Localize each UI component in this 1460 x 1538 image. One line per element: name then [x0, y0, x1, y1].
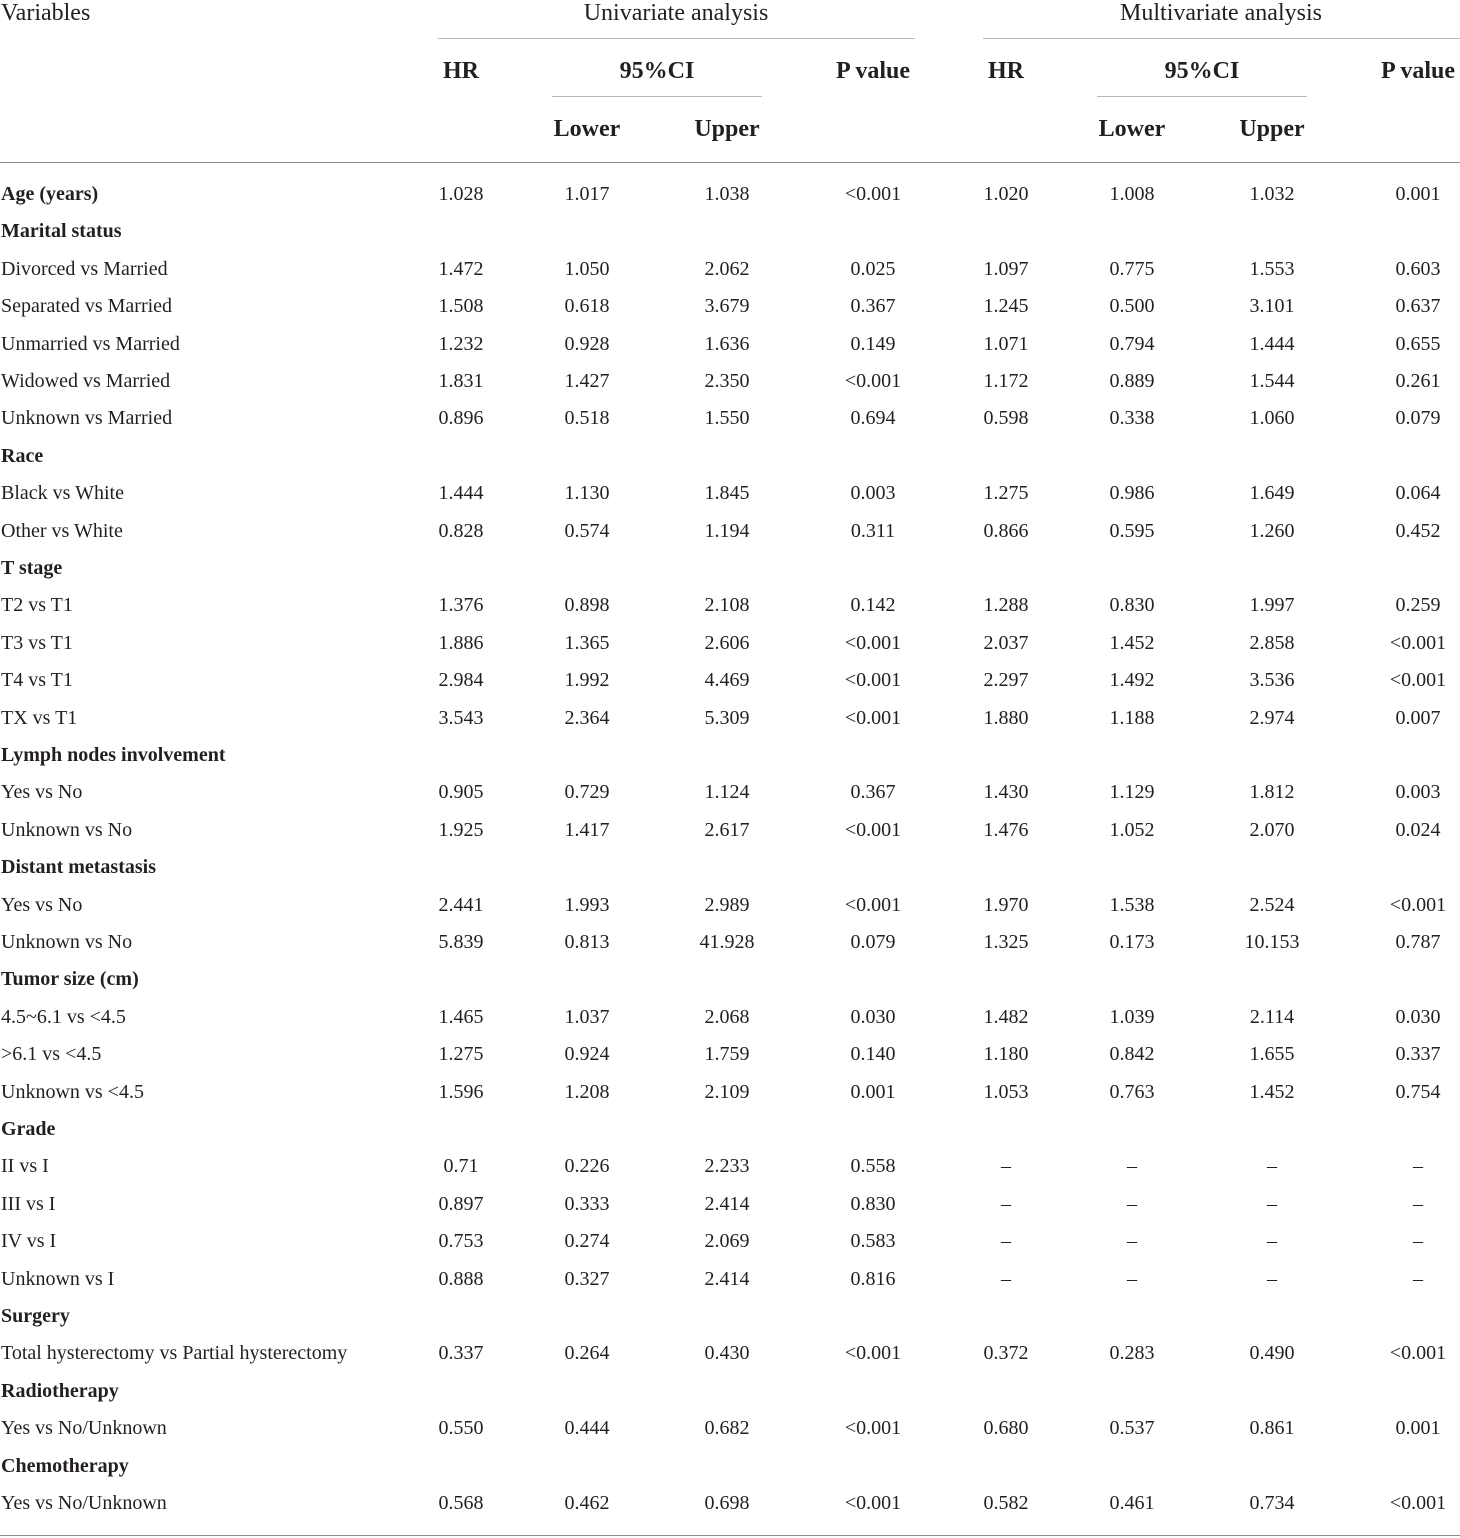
cell-multi-upper: –: [1267, 1267, 1277, 1290]
cell-uni-upper: 5.309: [704, 706, 750, 729]
cell-uni-hr: 0.905: [438, 781, 484, 804]
cell-uni-pvalue: <0.001: [844, 370, 902, 392]
section-label: Tumor size (cm): [1, 968, 139, 991]
cell-uni-upper: 2.068: [704, 1005, 750, 1028]
cell-multi-upper: 1.649: [1249, 482, 1295, 505]
cell-multi-hr: 1.172: [983, 370, 1029, 392]
row-label: TX vs T1: [1, 706, 78, 729]
cell-uni-upper: 1.636: [704, 332, 750, 355]
cell-multi-pvalue: 0.261: [1395, 370, 1441, 392]
table-row: [0, 1335, 1460, 1372]
cell-uni-pvalue: 0.583: [850, 1230, 896, 1253]
cell-uni-upper: 2.108: [704, 594, 750, 617]
cell-multi-hr: –: [1001, 1155, 1011, 1178]
cell-uni-hr: 5.839: [438, 931, 484, 953]
section-label: T stage: [1, 557, 63, 579]
cell-multi-hr: 1.288: [983, 594, 1029, 617]
cell-uni-pvalue: 0.003: [850, 482, 896, 505]
cell-multi-hr: 1.482: [983, 1005, 1029, 1028]
cell-uni-hr: 1.232: [438, 332, 484, 355]
section-row: [0, 737, 1460, 774]
cell-multi-pvalue: 0.637: [1395, 295, 1441, 318]
cell-multi-upper: 2.070: [1249, 818, 1295, 841]
cell-multi-upper: 0.734: [1249, 1492, 1295, 1514]
cell-multi-hr: 1.325: [983, 931, 1029, 953]
row-label: Yes vs No/Unknown: [1, 1492, 167, 1514]
cell-multi-lower: 0.537: [1109, 1417, 1155, 1440]
cell-multi-upper: 0.490: [1249, 1342, 1295, 1365]
cell-uni-lower: 0.574: [564, 519, 610, 542]
header-multi-pvalue: P value: [1380, 58, 1456, 84]
cell-multi-lower: 0.986: [1109, 482, 1155, 505]
table-row: [0, 288, 1460, 325]
cell-uni-upper: 2.606: [704, 631, 750, 654]
table-row: [0, 1186, 1460, 1223]
cell-multi-pvalue: 0.787: [1395, 931, 1441, 953]
cell-uni-hr: 2.984: [438, 669, 484, 692]
section-row: [0, 438, 1460, 475]
section-row: [0, 176, 1460, 213]
cell-multi-upper: 10.153: [1244, 931, 1300, 953]
cell-multi-hr: 1.097: [983, 257, 1029, 280]
cell-uni-pvalue: 0.816: [850, 1267, 896, 1290]
cell-uni-upper: 1.759: [704, 1043, 750, 1066]
section-label: Chemotherapy: [1, 1454, 129, 1477]
cell-uni-hr: 0.828: [438, 519, 484, 542]
cell-multi-hr: 2.037: [983, 631, 1029, 654]
cell-multi-hr: 0.372: [983, 1342, 1029, 1365]
cell-multi-upper: 1.812: [1249, 781, 1295, 804]
cell-multi-hr: 1.430: [983, 781, 1029, 804]
cell-uni-upper: 1.845: [704, 482, 750, 505]
cell-multi-pvalue: –: [1413, 1192, 1423, 1215]
cell-multi-hr: –: [1001, 1192, 1011, 1215]
cell-multi-pvalue: <0.001: [1389, 893, 1447, 916]
cell-uni-hr: 0.550: [438, 1417, 484, 1440]
cell-uni-hr: 0.888: [438, 1267, 484, 1290]
cell-uni-hr: 0.896: [438, 407, 484, 430]
header-multi-ci: 95%CI: [1164, 58, 1240, 84]
section-row: [0, 550, 1460, 587]
cell-multi-upper: 2.524: [1249, 893, 1295, 916]
cell-multi-hr: 1.275: [983, 482, 1029, 505]
section-label: Radiotherapy: [1, 1379, 119, 1402]
table-row: [0, 625, 1460, 662]
cell-multi-hr: 1.071: [983, 332, 1029, 355]
cell-multi-lower: 0.830: [1109, 594, 1155, 617]
section-row: [0, 1448, 1460, 1485]
cell-multi-pvalue: –: [1413, 1155, 1423, 1178]
cell-uni-hr: 1.925: [438, 818, 484, 841]
header-uni-lower: Lower: [553, 116, 621, 142]
cell-multi-upper: 2.858: [1249, 631, 1295, 654]
cell-multi-pvalue: 0.259: [1395, 594, 1441, 617]
cell-multi-pvalue: 0.337: [1395, 1043, 1441, 1066]
cell-multi-lower: 0.283: [1109, 1342, 1155, 1365]
section-label: Distant metastasis: [1, 856, 156, 879]
cell-multi-pvalue: 0.030: [1395, 1005, 1441, 1028]
cell-uni-pvalue: 0.311: [850, 519, 896, 542]
cell-uni-upper: 1.038: [704, 183, 750, 205]
cell-multi-hr: 0.866: [983, 519, 1029, 542]
cell-multi-lower: 0.763: [1109, 1080, 1155, 1103]
cell-uni-lower: 0.618: [564, 295, 610, 318]
cell-multi-pvalue: 0.003: [1395, 781, 1441, 804]
row-label: Yes vs No: [1, 893, 83, 916]
cell-uni-lower: 0.813: [564, 931, 610, 953]
cell-multi-lower: –: [1127, 1155, 1137, 1178]
cell-uni-lower: 1.037: [564, 1005, 610, 1028]
cell-uni-hr: 0.568: [438, 1492, 484, 1514]
cell-uni-pvalue: 0.001: [850, 1080, 896, 1103]
row-label: Unknown vs No: [1, 818, 133, 841]
cell-multi-hr: 0.582: [983, 1492, 1029, 1514]
section-row: [0, 1111, 1460, 1148]
row-label: II vs I: [1, 1155, 49, 1178]
cell-multi-hr: 0.598: [983, 407, 1029, 430]
cell-multi-pvalue: –: [1413, 1267, 1423, 1290]
cell-uni-pvalue: 0.149: [850, 332, 896, 355]
cell-uni-lower: 0.518: [564, 407, 610, 430]
cell-multi-pvalue: 0.064: [1395, 482, 1441, 505]
section-row: [0, 1298, 1460, 1335]
table-row: [0, 812, 1460, 849]
table-row: [0, 251, 1460, 288]
cell-uni-upper: 2.617: [704, 818, 750, 841]
cell-uni-upper: 2.989: [704, 893, 750, 916]
cell-multi-pvalue: <0.001: [1389, 631, 1447, 654]
header-uni-upper: Upper: [694, 116, 760, 142]
cell-uni-pvalue: <0.001: [844, 631, 902, 654]
section-label: Lymph nodes involvement: [1, 744, 226, 766]
cell-multi-upper: 2.114: [1249, 1005, 1295, 1028]
cell-multi-pvalue: <0.001: [1389, 669, 1447, 692]
section-label: Surgery: [1, 1305, 70, 1327]
uni-ci-rule: [552, 96, 762, 97]
cell-multi-lower: 0.461: [1109, 1492, 1155, 1514]
section-label: Age (years): [1, 183, 99, 205]
cell-uni-upper: 0.682: [704, 1417, 750, 1440]
row-label: Unknown vs <4.5: [1, 1080, 144, 1103]
section-label: Marital status: [1, 220, 122, 243]
cell-multi-pvalue: 0.001: [1395, 1417, 1441, 1440]
row-label: 4.5~6.1 vs <4.5: [1, 1005, 126, 1028]
cell-uni-hr: 1.508: [438, 295, 484, 318]
table-row: [0, 1485, 1460, 1522]
cell-uni-hr: 1.444: [438, 482, 484, 505]
cell-multi-pvalue: 0.452: [1395, 519, 1441, 542]
table-bottom-rule: [0, 1535, 1460, 1536]
cell-multi-hr: 1.020: [983, 183, 1029, 205]
cell-uni-upper: 2.233: [704, 1155, 750, 1178]
cell-multi-pvalue: 0.655: [1395, 332, 1441, 355]
header-multi-lower: Lower: [1098, 116, 1166, 142]
cell-uni-upper: 1.194: [704, 519, 750, 542]
section-row: [0, 213, 1460, 250]
row-label: T2 vs T1: [1, 594, 73, 617]
cell-uni-hr: 2.441: [438, 893, 484, 916]
cell-uni-pvalue: 0.030: [850, 1005, 896, 1028]
table-row: [0, 774, 1460, 811]
cell-uni-lower: 0.928: [564, 332, 610, 355]
table-row: [0, 513, 1460, 550]
cell-uni-upper: 2.414: [704, 1192, 750, 1215]
cell-multi-upper: 0.861: [1249, 1417, 1295, 1440]
cell-multi-pvalue: 0.754: [1395, 1080, 1441, 1103]
multivariate-rule: [983, 38, 1460, 39]
header-uni-ci: 95%CI: [619, 58, 695, 84]
cell-multi-upper: 1.997: [1249, 594, 1295, 617]
row-label: Yes vs No/Unknown: [1, 1417, 167, 1440]
cell-uni-hr: 1.028: [438, 183, 484, 205]
cell-uni-upper: 1.550: [704, 407, 750, 430]
row-label: Yes vs No: [1, 781, 83, 804]
cell-uni-pvalue: 0.367: [850, 781, 896, 804]
cell-multi-lower: 0.173: [1109, 931, 1155, 953]
table-row: [0, 587, 1460, 624]
header-uni-hr: HR: [443, 58, 479, 84]
cell-uni-lower: 0.898: [564, 594, 610, 617]
cell-multi-lower: 0.842: [1109, 1043, 1155, 1066]
cell-uni-hr: 1.376: [438, 594, 484, 617]
cell-uni-upper: 2.414: [704, 1267, 750, 1290]
cell-multi-lower: 1.538: [1109, 893, 1155, 916]
cell-multi-upper: 3.536: [1249, 669, 1295, 692]
cell-multi-lower: 1.039: [1109, 1005, 1155, 1028]
row-label: Unknown vs Married: [1, 407, 173, 430]
cell-multi-hr: 1.880: [983, 706, 1029, 729]
cell-multi-upper: 1.032: [1249, 183, 1295, 205]
cell-multi-upper: 1.544: [1249, 370, 1295, 392]
table-row: [0, 326, 1460, 363]
cell-uni-lower: 1.993: [564, 893, 610, 916]
table-row: [0, 1074, 1460, 1111]
cell-multi-lower: 1.129: [1109, 781, 1155, 804]
table-row: [0, 1036, 1460, 1073]
row-label: Divorced vs Married: [1, 257, 168, 280]
header-multivariate: Multivariate analysis: [1120, 0, 1322, 26]
cell-uni-upper: 0.698: [704, 1492, 750, 1514]
cell-uni-lower: 1.417: [564, 818, 610, 841]
cell-multi-pvalue: 0.007: [1395, 706, 1441, 729]
cell-multi-upper: –: [1267, 1192, 1277, 1215]
cell-multi-hr: –: [1001, 1267, 1011, 1290]
cell-uni-lower: 1.427: [564, 370, 610, 392]
section-label: Grade: [1, 1118, 56, 1140]
cell-multi-lower: –: [1127, 1230, 1137, 1253]
cell-uni-lower: 0.274: [564, 1230, 610, 1253]
cell-multi-upper: 1.260: [1249, 519, 1295, 542]
cell-multi-pvalue: 0.024: [1395, 818, 1441, 841]
cell-uni-upper: 1.124: [704, 781, 750, 804]
table-row: [0, 1148, 1460, 1185]
cell-uni-pvalue: <0.001: [844, 1342, 902, 1365]
cell-uni-lower: 0.729: [564, 781, 610, 804]
cell-uni-lower: 1.208: [564, 1080, 610, 1103]
cell-uni-upper: 41.928: [699, 931, 755, 953]
table-row: [0, 1410, 1460, 1447]
cell-uni-pvalue: 0.830: [850, 1192, 896, 1215]
cell-multi-upper: 2.974: [1249, 706, 1295, 729]
cell-uni-upper: 2.350: [704, 370, 750, 392]
row-label: Total hysterectomy vs Partial hysterectomy: [1, 1342, 348, 1365]
row-label: T3 vs T1: [1, 631, 73, 654]
cell-multi-lower: 1.452: [1109, 631, 1155, 654]
cell-uni-pvalue: 0.694: [850, 407, 896, 430]
table-row: [0, 662, 1460, 699]
cell-multi-pvalue: –: [1413, 1230, 1423, 1253]
cell-multi-lower: 0.889: [1109, 370, 1155, 392]
section-row: [0, 849, 1460, 886]
row-label: Widowed vs Married: [1, 370, 171, 392]
cell-uni-lower: 1.992: [564, 669, 610, 692]
cell-uni-pvalue: 0.558: [850, 1155, 896, 1178]
cell-multi-lower: 1.052: [1109, 818, 1155, 841]
cell-uni-lower: 1.017: [564, 183, 610, 205]
cell-multi-hr: 1.476: [983, 818, 1029, 841]
row-label: Separated vs Married: [1, 295, 173, 318]
cell-uni-pvalue: <0.001: [844, 706, 902, 729]
cell-uni-hr: 3.543: [438, 706, 484, 729]
cell-uni-hr: 1.596: [438, 1080, 484, 1103]
cell-multi-upper: –: [1267, 1230, 1277, 1253]
header-multi-hr: HR: [988, 58, 1024, 84]
cell-uni-pvalue: <0.001: [844, 183, 902, 205]
header-uni-pvalue: P value: [835, 58, 911, 84]
cell-uni-pvalue: 0.367: [850, 295, 896, 318]
cell-multi-pvalue: 0.603: [1395, 257, 1441, 280]
univariate-rule: [438, 38, 915, 39]
cell-multi-upper: 1.553: [1249, 257, 1295, 280]
section-row: [0, 961, 1460, 998]
cell-uni-pvalue: 0.079: [850, 931, 896, 953]
cell-multi-upper: 1.452: [1249, 1080, 1295, 1103]
cell-uni-pvalue: <0.001: [844, 893, 902, 916]
cell-uni-pvalue: <0.001: [844, 669, 902, 692]
cell-uni-upper: 4.469: [704, 669, 750, 692]
header-univariate: Univariate analysis: [583, 0, 769, 26]
cell-uni-upper: 0.430: [704, 1342, 750, 1365]
cell-uni-hr: 1.472: [438, 257, 484, 280]
cell-multi-hr: 1.180: [983, 1043, 1029, 1066]
row-label: III vs I: [1, 1192, 56, 1215]
cell-multi-pvalue: 0.001: [1395, 183, 1441, 205]
row-label: Black vs White: [1, 482, 124, 505]
header-bottom-rule: [0, 162, 1460, 163]
cell-multi-lower: 1.188: [1109, 706, 1155, 729]
cell-multi-lower: 0.775: [1109, 257, 1155, 280]
cell-uni-lower: 0.333: [564, 1192, 610, 1215]
cell-multi-lower: 1.492: [1109, 669, 1155, 692]
table-row: [0, 887, 1460, 924]
cell-multi-lower: 0.500: [1109, 295, 1155, 318]
cell-uni-lower: 0.327: [564, 1267, 610, 1290]
cell-uni-upper: 2.062: [704, 257, 750, 280]
table-row: [0, 1261, 1460, 1298]
cell-uni-pvalue: <0.001: [844, 1492, 902, 1514]
multi-ci-rule: [1097, 96, 1307, 97]
cell-multi-hr: 1.970: [983, 893, 1029, 916]
cell-multi-pvalue: <0.001: [1389, 1342, 1447, 1365]
header-variables: Variables: [1, 0, 91, 26]
row-label: Unmarried vs Married: [1, 332, 180, 355]
cell-uni-lower: 0.444: [564, 1417, 610, 1440]
cell-multi-hr: –: [1001, 1230, 1011, 1253]
table-row: [0, 924, 1460, 961]
cell-multi-lower: –: [1127, 1192, 1137, 1215]
cell-uni-lower: 0.462: [564, 1492, 610, 1514]
cell-multi-upper: 3.101: [1249, 295, 1295, 318]
row-label: Other vs White: [1, 519, 123, 542]
cell-multi-pvalue: <0.001: [1389, 1492, 1447, 1514]
cell-multi-hr: 1.245: [983, 295, 1029, 318]
cell-uni-pvalue: <0.001: [844, 818, 902, 841]
cell-multi-hr: 0.680: [983, 1417, 1029, 1440]
cell-multi-upper: –: [1267, 1155, 1277, 1178]
section-row: [0, 1373, 1460, 1410]
cell-multi-upper: 1.655: [1249, 1043, 1295, 1066]
header-multi-upper: Upper: [1239, 116, 1305, 142]
cell-multi-lower: –: [1127, 1267, 1137, 1290]
cell-uni-lower: 2.364: [564, 706, 610, 729]
cell-uni-hr: 1.831: [438, 370, 484, 392]
cell-uni-hr: 1.886: [438, 631, 484, 654]
table-row: [0, 363, 1460, 400]
cell-uni-hr: 0.753: [438, 1230, 484, 1253]
cell-uni-lower: 0.264: [564, 1342, 610, 1365]
cell-multi-upper: 1.444: [1249, 332, 1295, 355]
cell-uni-upper: 2.109: [704, 1080, 750, 1103]
row-label: Unknown vs I: [1, 1267, 115, 1290]
cell-uni-lower: 1.050: [564, 257, 610, 280]
cell-multi-lower: 0.338: [1109, 407, 1155, 430]
cell-uni-upper: 3.679: [704, 295, 750, 318]
section-label: Race: [1, 444, 44, 467]
cell-multi-upper: 1.060: [1249, 407, 1295, 430]
cell-uni-lower: 1.130: [564, 482, 610, 505]
cell-multi-hr: 1.053: [983, 1080, 1029, 1103]
cell-multi-pvalue: 0.079: [1395, 407, 1441, 430]
cell-uni-hr: 0.897: [438, 1192, 484, 1215]
row-label: T4 vs T1: [1, 669, 73, 692]
row-label: IV vs I: [1, 1230, 57, 1253]
cell-uni-pvalue: 0.142: [850, 594, 896, 617]
cell-uni-hr: 1.465: [438, 1005, 484, 1028]
cell-uni-hr: 0.71: [443, 1155, 479, 1178]
cell-uni-upper: 2.069: [704, 1230, 750, 1253]
cell-uni-pvalue: 0.140: [850, 1043, 896, 1066]
cell-uni-pvalue: <0.001: [844, 1417, 902, 1440]
cell-uni-pvalue: 0.025: [850, 257, 896, 280]
cell-uni-lower: 1.365: [564, 631, 610, 654]
table-row: [0, 475, 1460, 512]
cell-uni-hr: 0.337: [438, 1342, 484, 1365]
table-row: [0, 999, 1460, 1036]
row-label: Unknown vs No: [1, 931, 133, 953]
cell-uni-lower: 0.924: [564, 1043, 610, 1066]
cell-uni-lower: 0.226: [564, 1155, 610, 1178]
cell-multi-hr: 2.297: [983, 669, 1029, 692]
cell-multi-lower: 1.008: [1109, 183, 1155, 205]
cell-uni-hr: 1.275: [438, 1043, 484, 1066]
cell-multi-lower: 0.595: [1109, 519, 1155, 542]
row-label: >6.1 vs <4.5: [1, 1043, 102, 1066]
table-row: [0, 700, 1460, 737]
table-row: [0, 400, 1460, 437]
table-row: [0, 1223, 1460, 1260]
cell-multi-lower: 0.794: [1109, 332, 1155, 355]
